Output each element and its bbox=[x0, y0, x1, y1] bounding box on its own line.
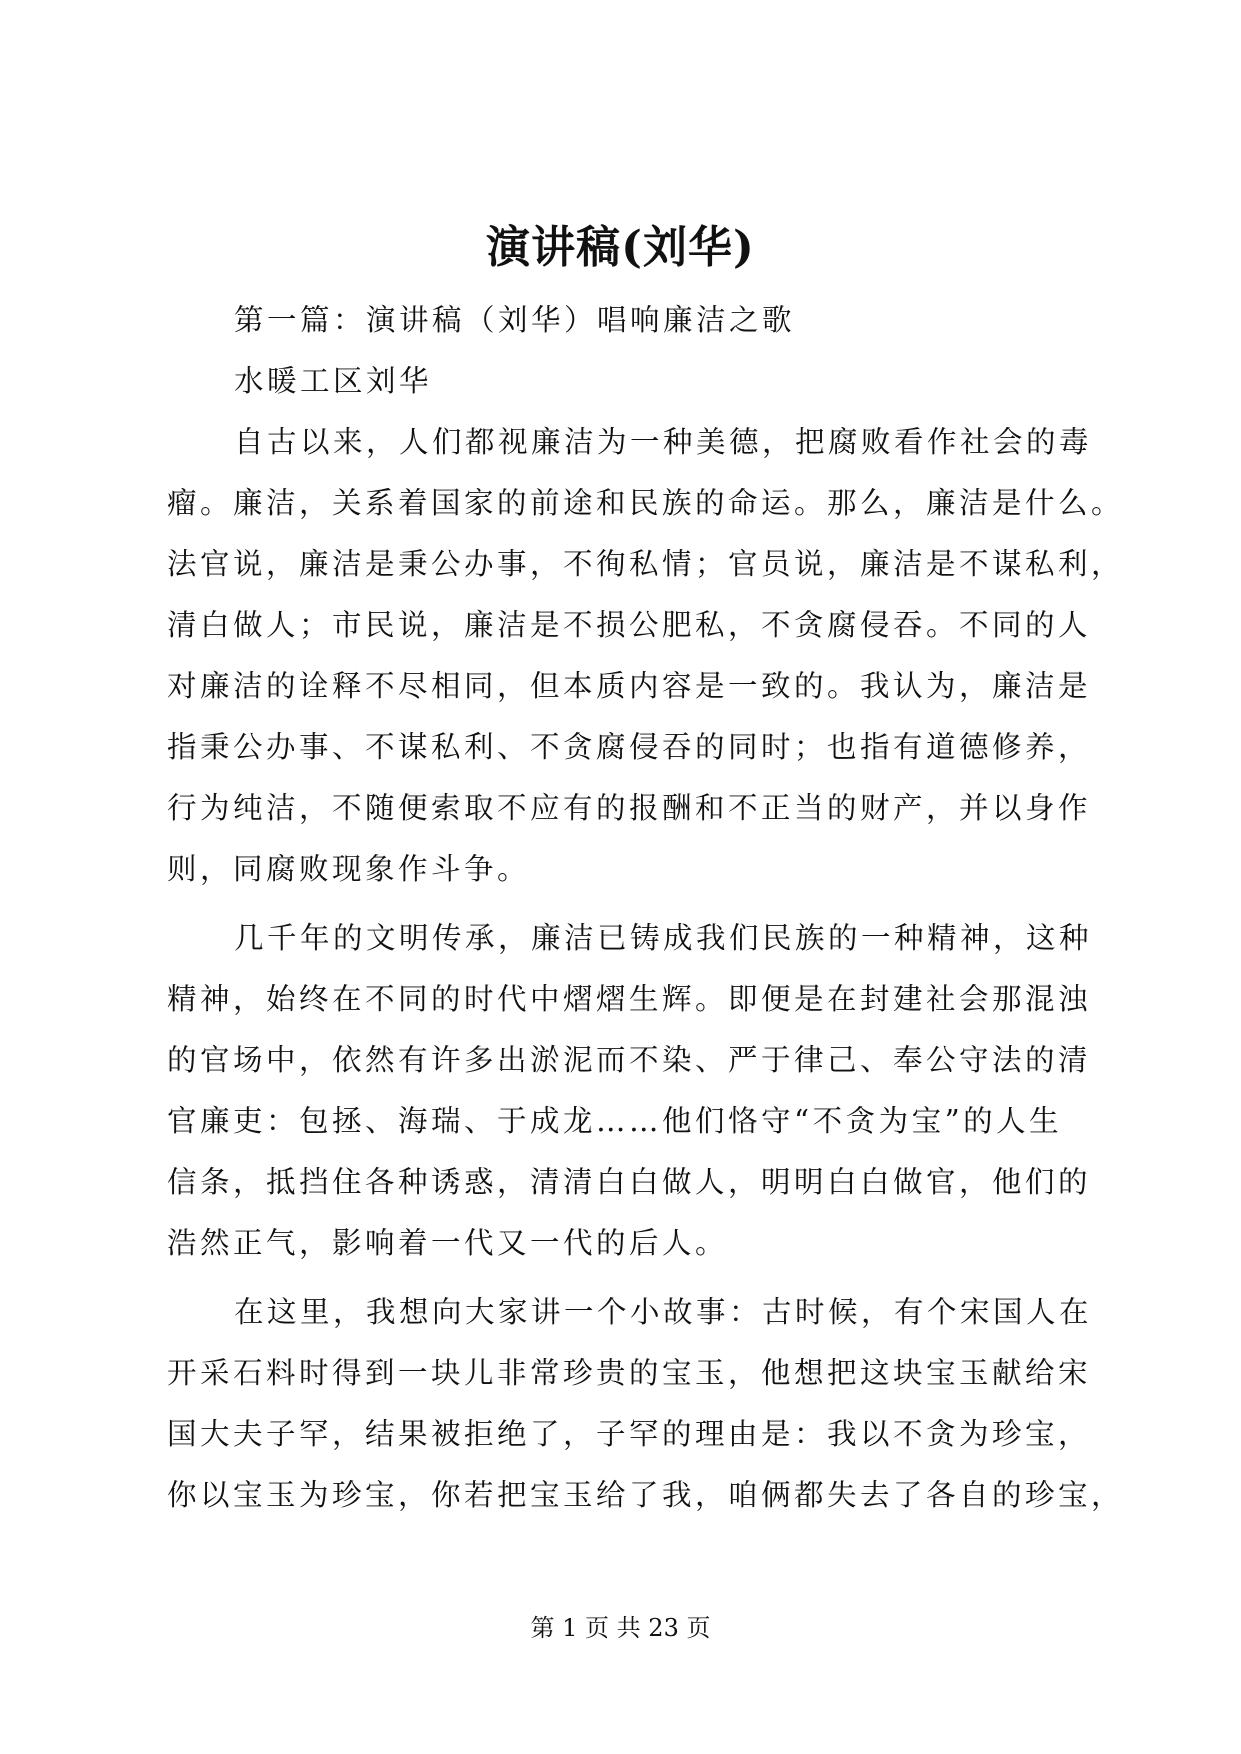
text-line: 你以宝玉为珍宝，你若把宝玉给了我，咱俩都失去了各自的珍宝， bbox=[167, 1478, 1125, 1512]
text-line: 在这里，我想向大家讲一个小故事：古时候，有个宋国人在 bbox=[234, 1295, 1093, 1329]
text-line: 法官说，廉洁是秉公办事，不徇私情；官员说，廉洁是不谋私利， bbox=[167, 547, 1125, 581]
text-line: 国大夫子罕，结果被拒绝了，子罕的理由是：我以不贪为珍宝， bbox=[167, 1417, 1092, 1451]
text-line: 精神，始终在不同的时代中熠熠生辉。即便是在封建社会那混浊 bbox=[167, 982, 1092, 1016]
text-line: 清白做人；市民说，廉洁是不损公肥私，不贪腐侵吞。不同的人 bbox=[167, 608, 1092, 642]
text-line: 对廉洁的诠释不尽相同，但本质内容是一致的。我认为，廉洁是 bbox=[167, 669, 1092, 703]
text-line: 第一篇：演讲稿（刘华）唱响廉洁之歌 bbox=[234, 303, 796, 337]
text-line: 官廉吏：包拯、海瑞、于成龙……他们恪守“不贪为宝”的人生 bbox=[167, 1104, 1063, 1138]
text-line: 行为纯洁，不随便索取不应有的报酬和不正当的财产，并以身作 bbox=[167, 791, 1092, 825]
text-line: 开采石料时得到一块儿非常珍贵的宝玉，他想把这块宝玉献给宋 bbox=[167, 1356, 1092, 1390]
document-body bbox=[167, 290, 1125, 1526]
text-line: 指秉公办事、不谋私利、不贪腐侵吞的同时；也指有道德修养， bbox=[167, 730, 1092, 764]
text-line: 瘤。廉洁，关系着国家的前途和民族的命运。那么，廉洁是什么。 bbox=[167, 486, 1125, 520]
text-line: 自古以来，人们都视廉洁为一种美德，把腐败看作社会的毒 bbox=[234, 425, 1093, 459]
text-line: 几千年的文明传承，廉洁已铸成我们民族的一种精神，这种 bbox=[234, 921, 1093, 955]
page-footer: 第 1 页 共 23 页 bbox=[530, 1614, 711, 1642]
text-line: 则，同腐败现象作斗争。 bbox=[167, 852, 531, 886]
document-title: 演讲稿(刘华) bbox=[486, 222, 755, 273]
text-line: 浩然正气，影响着一代又一代的后人。 bbox=[167, 1226, 729, 1260]
text-line: 水暖工区刘华 bbox=[234, 364, 433, 398]
text-line: 的官场中，依然有许多出淤泥而不染、严于律己、奉公守法的清 bbox=[167, 1043, 1092, 1077]
text-line: 信条，抵挡住各种诱惑，清清白白做人，明明白白做官，他们的 bbox=[167, 1165, 1092, 1199]
